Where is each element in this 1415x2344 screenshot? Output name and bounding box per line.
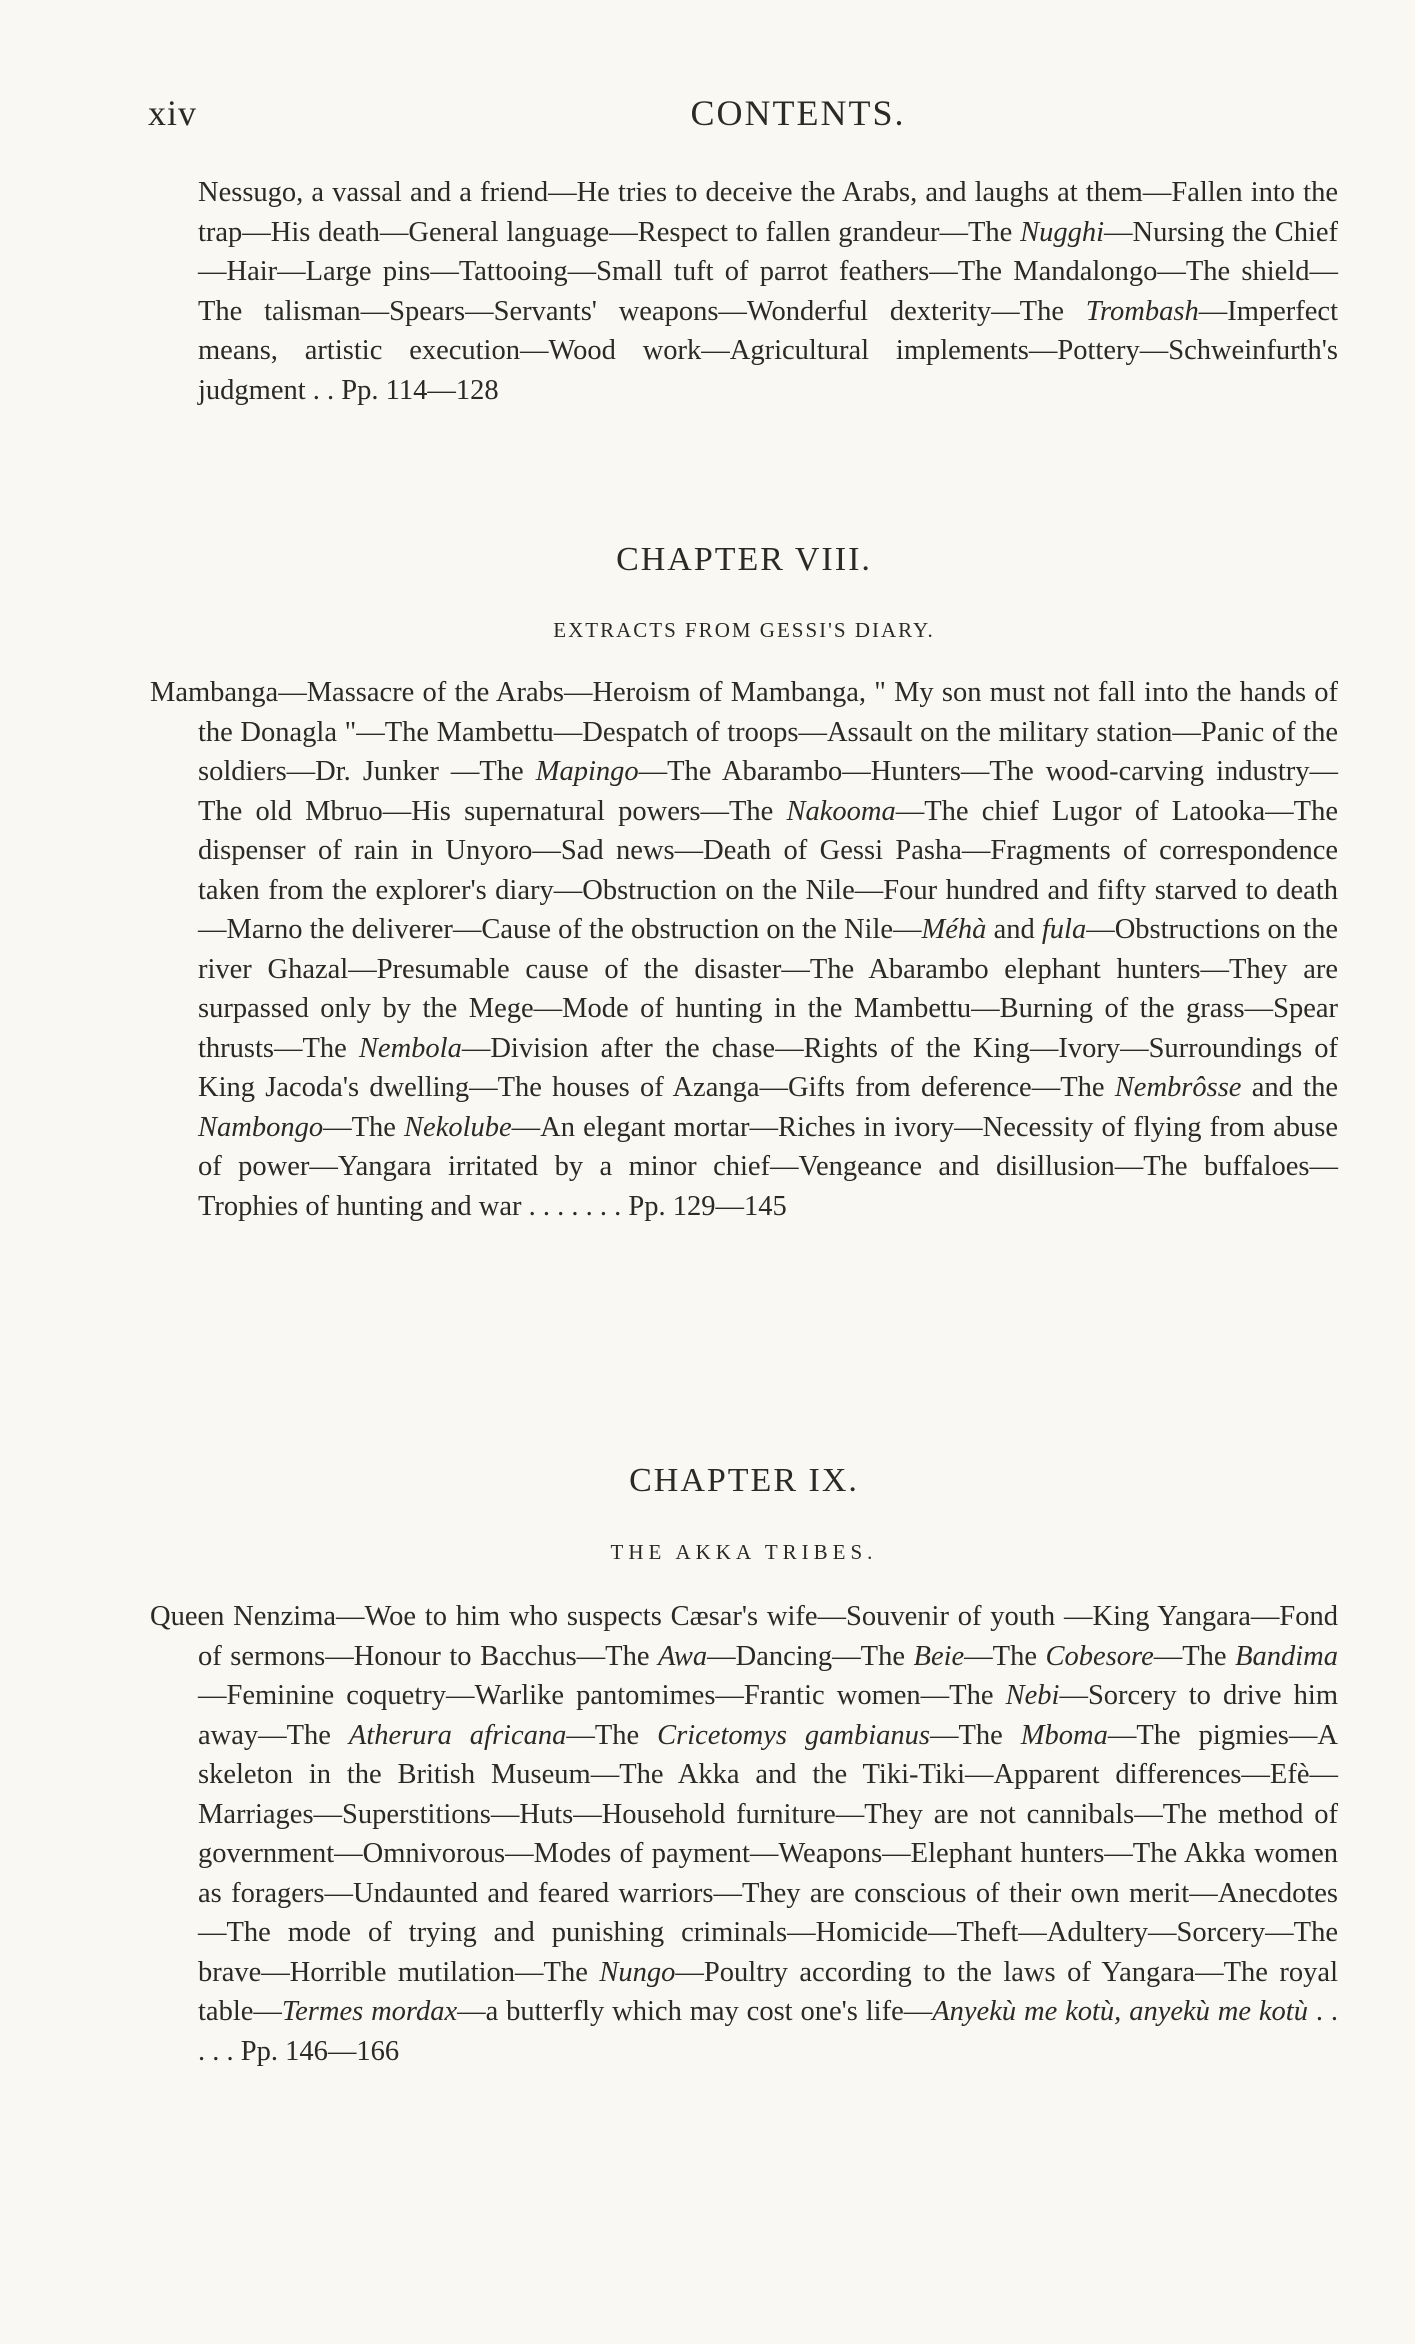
chapter-subtitle: EXTRACTS FROM GESSI'S DIARY. [553,618,935,642]
chapter-7-summary-continued: Nessugo, a vassal and a friend—He tries to deceive the Arabs, and laughs at them—Fallen into the trap—His death—General language—Respect to fallen grandeur—The Nugghi—Nursing the Chief—Hair—Large pins—Tattooing—Small tuft of parrot feathers—The Mandalongo—The shield—The talisman—Spears—Servants' weapons—Wonderful dexterity—The Trombash—Imperfect means, artistic execution—Wood work—Agricultural implements—Pottery—Schweinfurth's judgment . . Pp. 114—128 [198,177,1338,406]
chapter-9-summary: Queen Nenzima—Woe to him who suspects Cæsar's wife—Souvenir of youth —King Yangara—Fond of sermons—Honour to Bacchus—The Awa—Dancing—The Beie—The Cobesore—The Bandima—Feminine coquetry—Warlike pantomimes—Frantic women—The Nebi—Sorcery to drive him away—The Atherura africana—The Cricetomys gambianus—The Mboma—The pigmies—A skeleton in the British Museum—The Akka and the Tiki-Tiki—Apparent differences—Efè—Marriages—Superstitions—Huts—Household furniture—They are not cannibals—The method of government—Omnivorous—Modes of payment—Weapons—Elephant hunters—The Akka women as foragers—Undaunted and feared warriors—They are conscious of their own merit—Anecdotes—The mode of trying and punishing criminals—Homicide—Theft—Adultery—Sorcery—The brave—Horrible mutilation—The Nungo—Poultry according to the laws of Yangara—The royal table—Termes mordax—a butterfly which may cost one's life—Anyekù me kotù, anyekù me kotù . . . . . Pp. 146—166 [150,1601,1339,2067]
chapter-subtitle: THE AKKA TRIBES. [610,1540,878,1564]
page-number: xiv [148,93,198,133]
page-range: Pp. 129—145 [628,1190,787,1222]
running-title: CONTENTS. [690,93,906,133]
chapter-8-summary: Mambanga—Massacre of the Arabs—Heroism of Mambanga, " My son must not fall into the hands of the Donagla "—The Mambettu—Despatch of troops—Assault on the military station—Panic of the soldiers—Dr. Junker —The Mapingo—The Abarambo—Hunters—The wood-carving industry—The old Mbruo—His supernatural powers—The Nakooma—The chief Lugor of Latooka—The dispenser of rain in Unyoro—Sad news—Death of Gessi Pasha—Fragments of correspondence taken from the explorer's diary—Obstruction on the Nile—Four hundred and fifty starved to death—Marno the deliverer—Cause of the obstruction on the Nile—Méhà and fula—Obstructions on the river Ghazal—Presumable cause of the disaster—The Abarambo elephant hunters—They are surpassed only by the Mege—Mode of hunting in the Mambettu—Burning of the grass—Spear thrusts—The Nembola—Division after the chase—Rights of the King—Ivory—Surroundings of King Jacoda's dwelling—The houses of Azanga—Gifts from deference—The Nembrôsse and the Nambongo—The Nekolube—An elegant mortar—Riches in ivory—Necessity of flying from abuse of power—Yangara irritated by a minor chief—Vengeance and disillusion—The buffaloes—Trophies of hunting and war . . . . . . . Pp. 129—145 [150,677,1339,1222]
page-range: Pp. 114—128 [341,374,499,406]
chapter-heading: CHAPTER IX. [629,1462,859,1499]
page-range: Pp. 146—166 [240,2035,400,2067]
running-head [148,92,1338,136]
chapter-heading: CHAPTER VIII. [616,541,872,578]
